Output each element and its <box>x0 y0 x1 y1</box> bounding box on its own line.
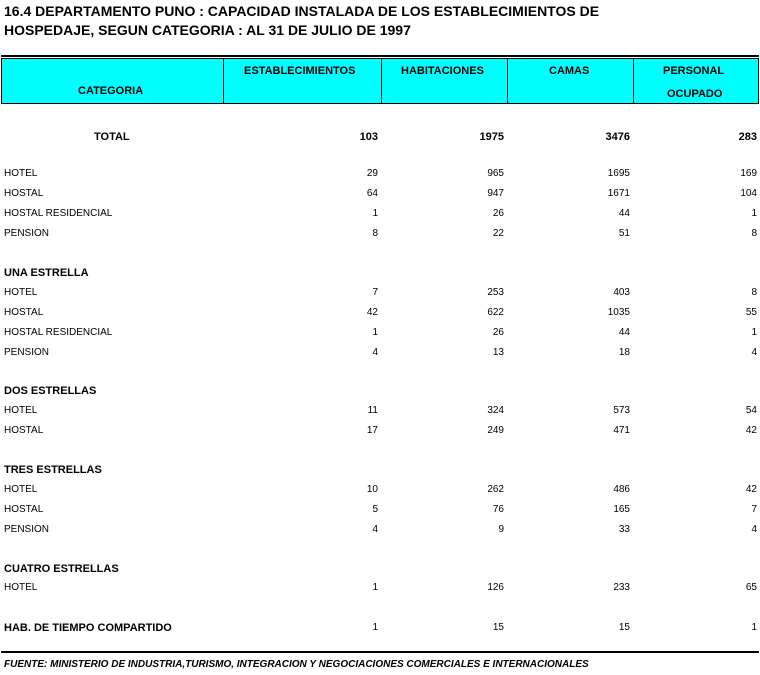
cell-habitaciones: 965 <box>487 168 504 179</box>
cell-camas: 18 <box>618 347 630 358</box>
table-row <box>0 306 760 320</box>
cell-personal: 1 <box>751 622 757 633</box>
cell-personal: 8 <box>751 228 757 239</box>
header-habitaciones: HABITACIONES <box>401 65 484 77</box>
cell-personal: 42 <box>745 484 757 495</box>
cell-establecimientos: 29 <box>366 168 378 179</box>
table-row <box>0 523 760 537</box>
cell-camas: 51 <box>618 228 630 239</box>
cell-camas: 573 <box>613 405 630 416</box>
cell-camas: 486 <box>613 484 630 495</box>
cell-personal: 1 <box>751 327 757 338</box>
cell-establecimientos: 103 <box>359 131 378 143</box>
row-label: HOSTAL <box>4 188 44 199</box>
row-label: PENSION <box>4 228 50 239</box>
table-row <box>0 581 760 595</box>
cell-habitaciones: 253 <box>487 287 504 298</box>
cell-personal: 4 <box>751 524 757 535</box>
row-label: HAB. DE TIEMPO COMPARTIDO <box>4 622 172 634</box>
cell-establecimientos: 1 <box>372 327 378 338</box>
cell-habitaciones: 1975 <box>479 131 504 143</box>
cell-camas: 44 <box>618 208 630 219</box>
section-title-dos-estrellas: DOS ESTRELLAS <box>4 385 97 397</box>
table-title <box>4 2 599 40</box>
cell-personal: 8 <box>751 287 757 298</box>
cell-habitaciones: 76 <box>492 504 504 515</box>
cell-establecimientos: 4 <box>372 524 378 535</box>
row-label: HOSTAL <box>4 307 44 318</box>
bottom-rule <box>1 651 759 653</box>
table-row <box>0 326 760 340</box>
section-title-tres-estrellas: TRES ESTRELLAS <box>4 464 102 476</box>
row-label: HOTEL <box>4 168 38 179</box>
cell-personal: 4 <box>751 347 757 358</box>
cell-camas: 3476 <box>605 131 630 143</box>
header-categoria: CATEGORIA <box>78 85 144 97</box>
table-row <box>0 227 760 241</box>
cell-personal: 55 <box>745 307 757 318</box>
row-label: HOTEL <box>4 287 38 298</box>
cell-camas: 165 <box>613 504 630 515</box>
row-label: HOTEL <box>4 484 38 495</box>
cell-habitaciones: 622 <box>487 307 504 318</box>
cell-establecimientos: 7 <box>372 287 378 298</box>
cell-establecimientos: 10 <box>366 484 378 495</box>
row-label: HOSTAL <box>4 425 44 436</box>
header-divider <box>507 59 508 103</box>
cell-habitaciones: 13 <box>492 347 504 358</box>
table-row <box>0 207 760 221</box>
row-label: PENSION <box>4 347 50 358</box>
table-row <box>0 404 760 418</box>
row-label: PENSION <box>4 524 50 535</box>
title-line-2: HOSPEDAJE, SEGUN CATEGORIA : AL 31 DE JULIO DE 1997 <box>4 22 411 38</box>
cell-camas: 33 <box>618 524 630 535</box>
header-divider <box>633 59 634 103</box>
cell-camas: 1671 <box>607 188 630 199</box>
table-row <box>0 167 760 181</box>
header-ocupado: OCUPADO <box>667 88 723 100</box>
cell-personal: 1 <box>751 208 757 219</box>
source-note: FUENTE: MINISTERIO DE INDUSTRIA,TURISMO, INTEGRACION Y NEGOCIACIONES COMERCIALES E INTERNACIONALES <box>4 659 589 670</box>
table-header <box>1 58 759 104</box>
total-row <box>0 130 760 144</box>
cell-camas: 471 <box>613 425 630 436</box>
timeshare-row <box>0 621 760 635</box>
cell-camas: 403 <box>613 287 630 298</box>
cell-habitaciones: 9 <box>498 524 504 535</box>
cell-habitaciones: 262 <box>487 484 504 495</box>
cell-personal: 42 <box>745 425 757 436</box>
cell-habitaciones: 249 <box>487 425 504 436</box>
section-title-una-estrella: UNA ESTRELLA <box>4 267 89 279</box>
cell-personal: 7 <box>751 504 757 515</box>
header-personal: PERSONAL <box>663 65 725 77</box>
cell-personal: 65 <box>745 582 757 593</box>
table-row <box>0 503 760 517</box>
row-label: HOSTAL <box>4 504 44 515</box>
cell-establecimientos: 8 <box>372 228 378 239</box>
cell-establecimientos: 64 <box>366 188 378 199</box>
row-label: TOTAL <box>94 131 130 143</box>
cell-establecimientos: 4 <box>372 347 378 358</box>
cell-establecimientos: 1 <box>372 622 378 633</box>
table-row <box>0 424 760 438</box>
table-row <box>0 483 760 497</box>
cell-personal: 104 <box>740 188 757 199</box>
top-rule <box>1 55 759 57</box>
cell-personal: 54 <box>745 405 757 416</box>
cell-personal: 283 <box>738 131 757 143</box>
table-row <box>0 346 760 360</box>
header-divider <box>381 59 382 103</box>
cell-camas: 233 <box>613 582 630 593</box>
row-label: HOTEL <box>4 582 38 593</box>
cell-personal: 169 <box>740 168 757 179</box>
cell-camas: 15 <box>618 622 630 633</box>
cell-camas: 1695 <box>607 168 630 179</box>
table-row <box>0 286 760 300</box>
row-label: HOTEL <box>4 405 38 416</box>
cell-habitaciones: 26 <box>492 327 504 338</box>
cell-establecimientos: 42 <box>366 307 378 318</box>
cell-establecimientos: 17 <box>366 425 378 436</box>
header-establecimientos: ESTABLECIMIENTOS <box>244 65 356 77</box>
cell-habitaciones: 324 <box>487 405 504 416</box>
cell-habitaciones: 15 <box>492 622 504 633</box>
row-label: HOSTAL RESIDENCIAL <box>4 327 113 338</box>
section-title-cuatro-estrellas: CUATRO ESTRELLAS <box>4 563 119 575</box>
header-camas: CAMAS <box>549 65 590 77</box>
table-row <box>0 187 760 201</box>
cell-habitaciones: 126 <box>487 582 504 593</box>
header-divider <box>223 59 224 103</box>
cell-establecimientos: 11 <box>367 405 378 416</box>
cell-establecimientos: 1 <box>372 582 378 593</box>
cell-camas: 1035 <box>607 307 630 318</box>
cell-habitaciones: 22 <box>492 228 504 239</box>
row-label: HOSTAL RESIDENCIAL <box>4 208 113 219</box>
cell-establecimientos: 1 <box>372 208 378 219</box>
cell-establecimientos: 5 <box>372 504 378 515</box>
cell-habitaciones: 947 <box>487 188 504 199</box>
cell-habitaciones: 26 <box>492 208 504 219</box>
title-line-1: 16.4 DEPARTAMENTO PUNO : CAPACIDAD INSTALADA DE LOS ESTABLECIMIENTOS DE <box>4 3 600 19</box>
cell-camas: 44 <box>618 327 630 338</box>
